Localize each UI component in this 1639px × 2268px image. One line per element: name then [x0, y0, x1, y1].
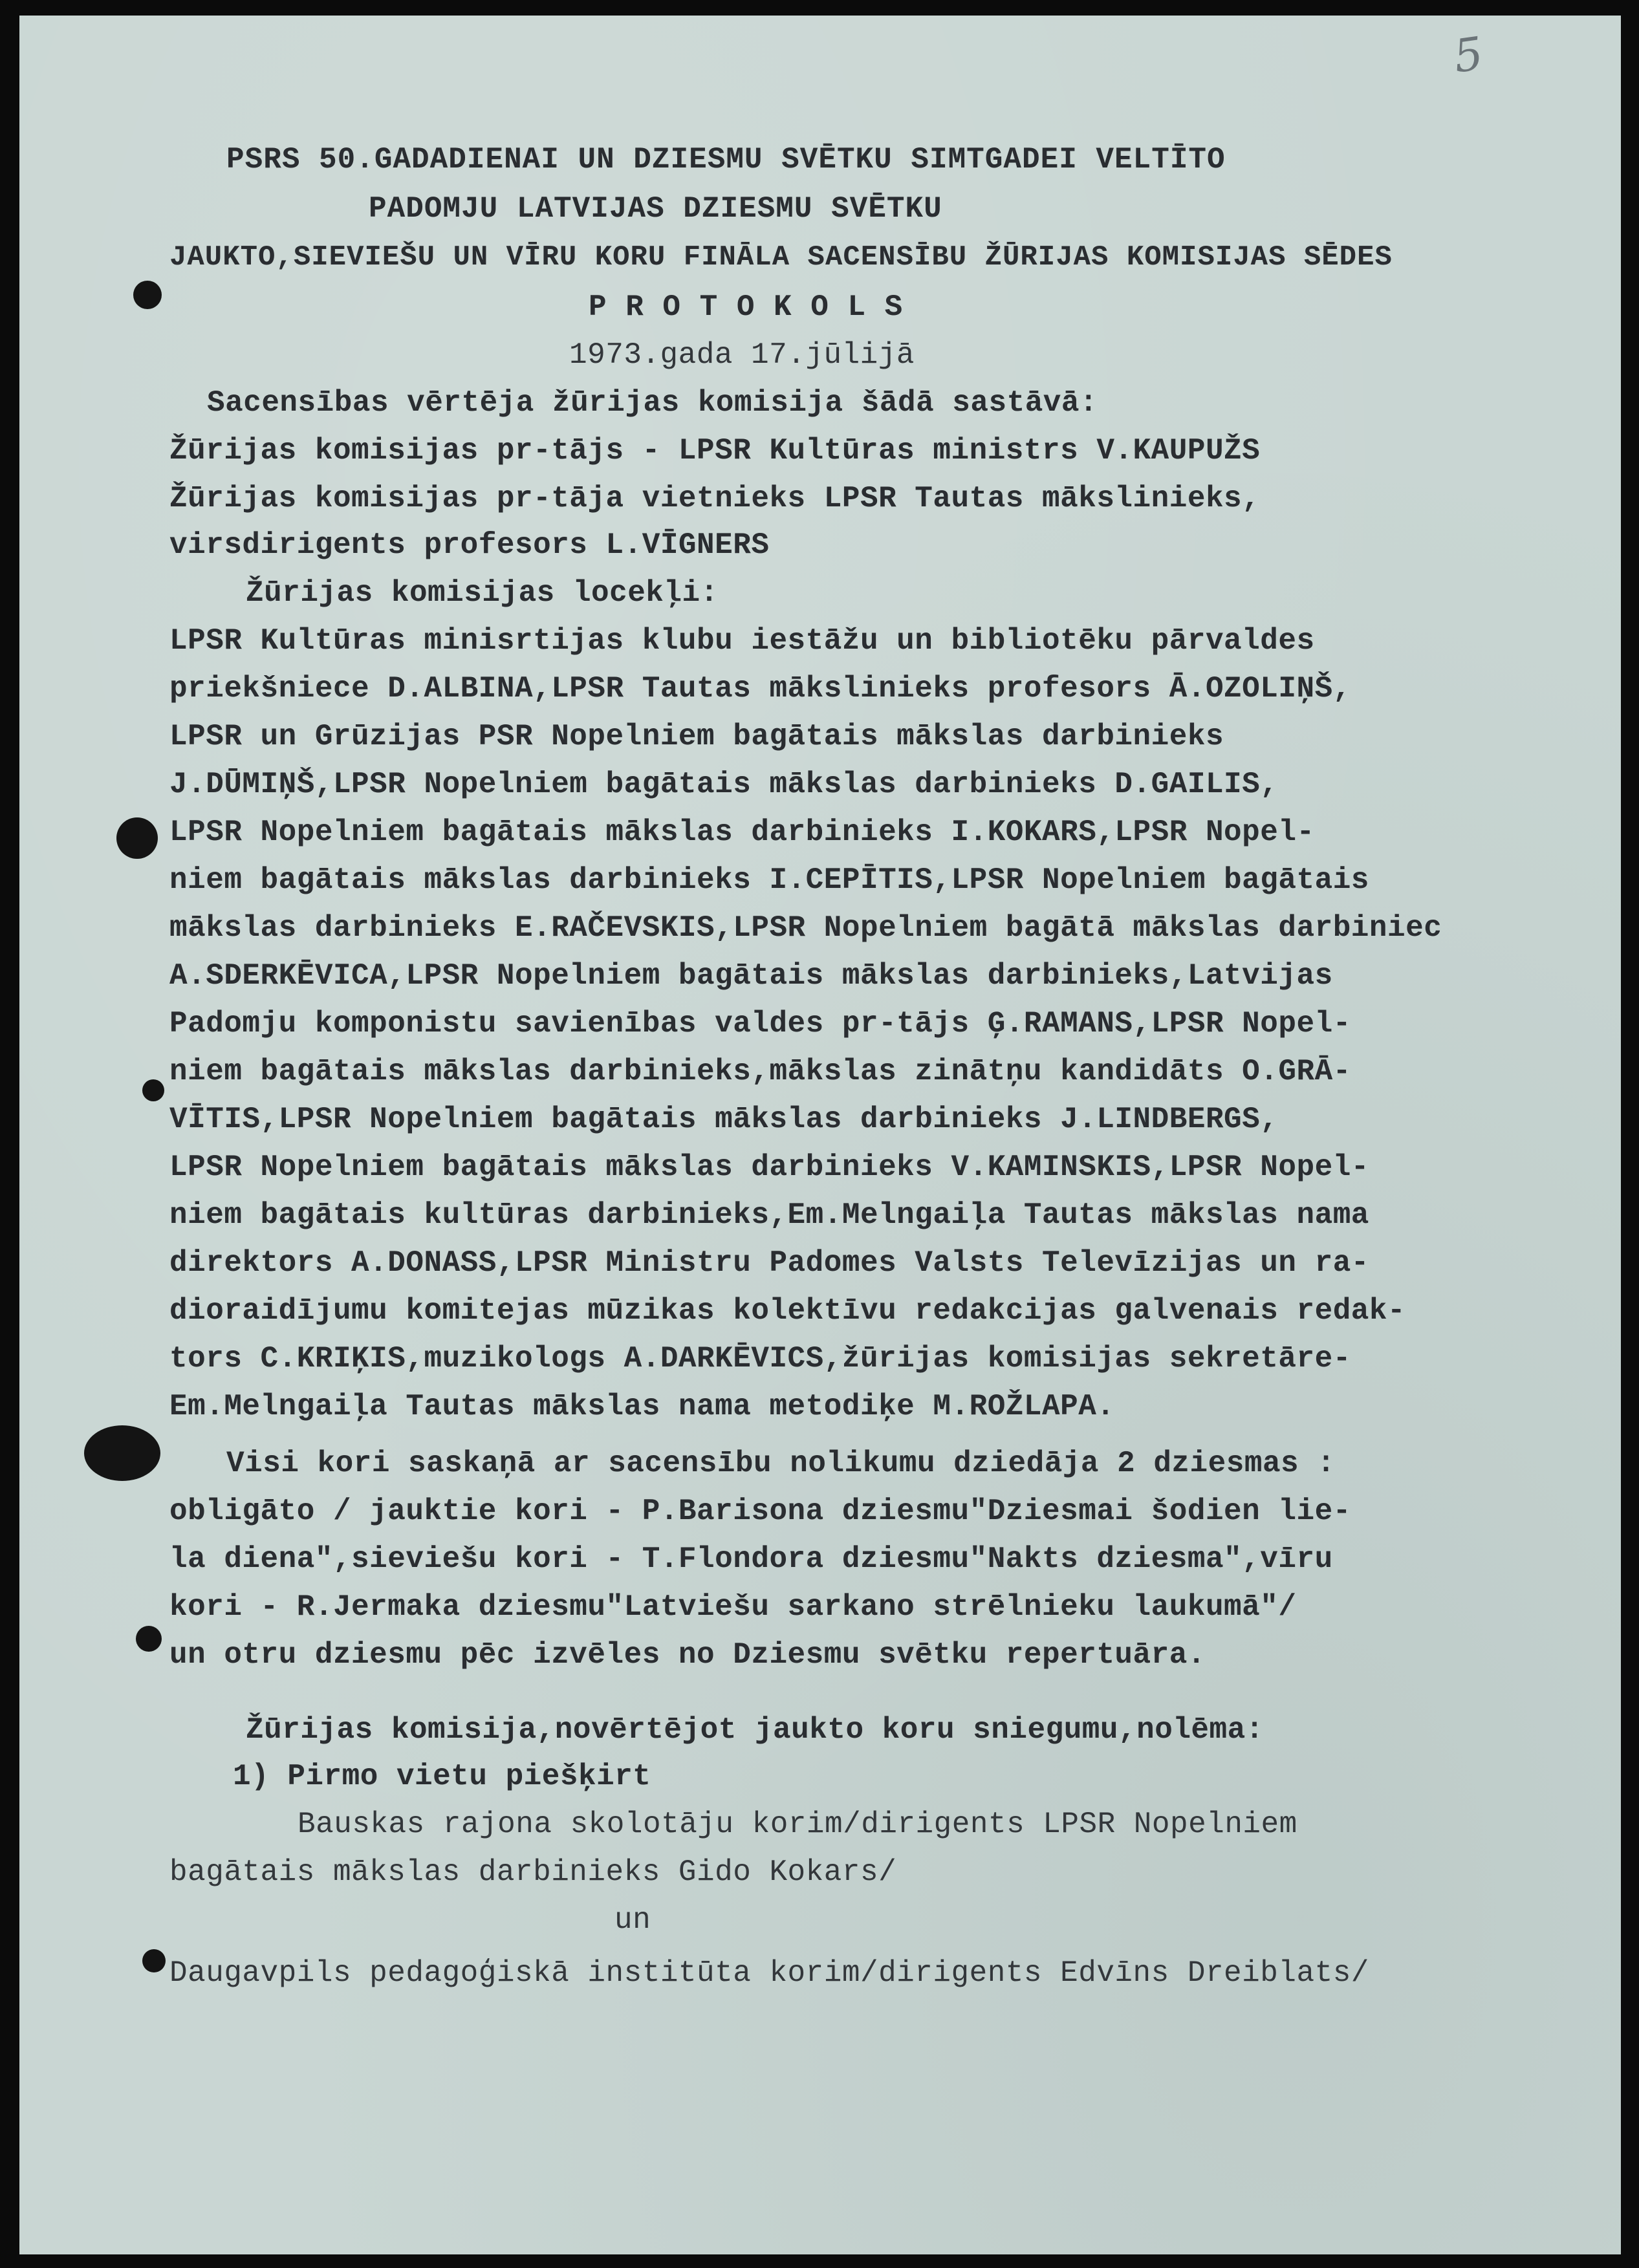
body-line: mākslas darbinieks E.RAČEVSKIS,LPSR Nopelniem bagātā mākslas darbiniec	[169, 911, 1442, 945]
body-line: la diena",sieviešu kori - T.Flondora dziesmu"Nakts dziesma",vīru	[169, 1542, 1333, 1576]
body-line: Žūrijas komisijas pr-tāja vietnieks LPSR Tautas mākslinieks,	[169, 482, 1261, 515]
body-line: niem bagātais mākslas darbinieks I.CEPĪTIS,LPSR Nopelniem bagātais	[169, 863, 1369, 897]
body-line: Daugavpils pedagoģiskā institūta korim/dirigents Edvīns Dreiblats/	[169, 1956, 1369, 1990]
body-line: bagātais mākslas darbinieks Gido Kokars/	[169, 1855, 897, 1889]
body-line: direktors A.DONASS,LPSR Ministru Padomes Valsts Televīzijas un ra-	[169, 1246, 1369, 1280]
body-line: virsdirigents profesors L.VĪGNERS	[169, 528, 770, 562]
body-line: Padomju komponistu savienības valdes pr-tājs Ģ.RAMANS,LPSR Nopel-	[169, 1007, 1351, 1041]
document-title: P R O T O K O L S	[589, 290, 904, 324]
body-line: Žūrijas komisijas pr-tājs - LPSR Kultūras ministrs V.KAUPUŽS	[169, 434, 1261, 468]
body-line: obligāto / jauktie kori - P.Barisona dziesmu"Dziesmai šodien lie-	[169, 1495, 1351, 1528]
body-line: niem bagātais kultūras darbinieks,Em.Melngaiļa Tautas mākslas nama	[169, 1198, 1369, 1232]
document-page	[19, 16, 1621, 2254]
body-line: LPSR Nopelniem bagātais mākslas darbinieks V.KAMINSKIS,LPSR Nopel-	[169, 1150, 1369, 1184]
body-line: LPSR Kultūras minisrtijas klubu iestāžu un bibliotēku pārvaldes	[169, 624, 1315, 658]
header-line: PADOMJU LATVIJAS DZIESMU SVĒTKU	[369, 192, 942, 226]
body-line: 1) Pirmo vietu piešķirt	[233, 1760, 651, 1793]
body-line: A.SDERKĒVICA,LPSR Nopelniem bagātais mākslas darbinieks,Latvijas	[169, 959, 1333, 993]
body-line: LPSR Nopelniem bagātais mākslas darbinieks I.KOKARS,LPSR Nopel-	[169, 815, 1315, 849]
body-line: Em.Melngaiļa Tautas mākslas nama metodiķe M.ROŽLAPA.	[169, 1390, 1115, 1423]
header-line: JAUKTO,SIEVIEŠU UN VĪRU KORU FINĀLA SACENSĪBU ŽŪRIJAS KOMISIJAS SĒDES	[169, 241, 1393, 274]
punch-hole	[84, 1425, 160, 1481]
header-line: PSRS 50.GADADIENAI UN DZIESMU SVĒTKU SIMTGADEI VELTĪTO	[226, 143, 1226, 177]
body-line: Sacensības vērtēja žūrijas komisija šādā sastāvā:	[207, 386, 1098, 420]
margin-page-number: 5	[1450, 27, 1487, 83]
body-line: Žūrijas komisija,novērtējot jaukto koru sniegumu,nolēma:	[246, 1713, 1264, 1747]
punch-hole	[142, 1079, 164, 1101]
punch-hole	[136, 1626, 162, 1652]
body-line: un otru dziesmu pēc izvēles no Dziesmu svētku repertuāra.	[169, 1638, 1206, 1672]
body-line: Bauskas rajona skolotāju korim/dirigents LPSR Nopelniem	[298, 1808, 1297, 1841]
body-line: J.DŪMIŅŠ,LPSR Nopelniem bagātais mākslas darbinieks D.GAILIS,	[169, 768, 1279, 801]
document-date: 1973.gada 17.jūlijā	[569, 338, 915, 372]
body-line: Visi kori saskaņā ar sacensību nolikumu dziedāja 2 dziesmas :	[226, 1447, 1336, 1480]
punch-hole	[133, 281, 162, 309]
punch-hole	[142, 1949, 166, 1972]
body-line: Žūrijas komisijas locekļi:	[246, 576, 719, 610]
body-line: un	[614, 1903, 651, 1937]
body-line: dioraidījumu komitejas mūzikas kolektīvu redakcijas galvenais redak-	[169, 1294, 1406, 1328]
body-line: tors C.KRIĶIS,muzikologs A.DARKĒVICS,žūrijas komisijas sekretāre-	[169, 1342, 1351, 1376]
punch-hole	[116, 817, 158, 859]
body-line: LPSR un Grūzijas PSR Nopelniem bagātais mākslas darbinieks	[169, 720, 1224, 753]
body-line: priekšniece D.ALBINA,LPSR Tautas mākslinieks profesors Ā.OZOLIŅŠ,	[169, 672, 1351, 706]
body-line: VĪTIS,LPSR Nopelniem bagātais mākslas darbinieks J.LINDBERGS,	[169, 1103, 1279, 1136]
body-line: kori - R.Jermaka dziesmu"Latviešu sarkano strēlnieku laukumā"/	[169, 1590, 1297, 1624]
body-line: niem bagātais mākslas darbinieks,mākslas zinātņu kandidāts O.GRĀ-	[169, 1055, 1351, 1088]
